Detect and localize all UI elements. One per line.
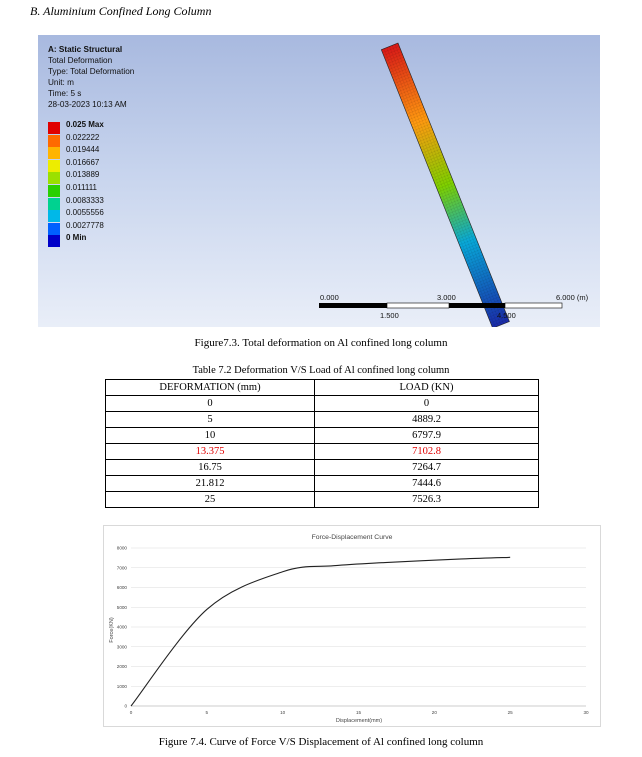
table-row bbox=[106, 396, 539, 412]
cell-deformation: 21.812 bbox=[106, 476, 315, 492]
y-tick-label: 5000 bbox=[116, 604, 127, 610]
result-time: Time: 5 s bbox=[48, 89, 82, 98]
header-deformation: DEFORMATION (mm) bbox=[106, 380, 315, 396]
figure-7-3-caption: Figure7.3. Total deformation on Al confined long column bbox=[194, 337, 448, 349]
y-tick-label: 2000 bbox=[116, 664, 127, 670]
scale-label-0: 0.000 bbox=[320, 293, 339, 302]
x-tick-label: 5 bbox=[205, 710, 209, 715]
legend-label: 0.0027778 bbox=[66, 220, 104, 230]
x-tick-label: 10 bbox=[280, 710, 286, 715]
cell-load: 6797.9 bbox=[315, 428, 539, 444]
result-type: Type: Total Deformation bbox=[48, 67, 135, 76]
scale-label-6: 6.000 (m) bbox=[556, 293, 589, 302]
chart-data-points bbox=[131, 557, 510, 706]
scale-bar bbox=[319, 303, 562, 308]
series-line-force bbox=[131, 557, 510, 706]
table-row bbox=[106, 412, 539, 428]
cell-deformation: 25 bbox=[106, 492, 315, 508]
x-tick-label: 15 bbox=[355, 710, 362, 715]
deformed-column-model bbox=[38, 35, 600, 327]
cell-deformation: 16.75 bbox=[106, 460, 315, 476]
legend-label: 0.019444 bbox=[66, 145, 100, 155]
chart-x-tick-labels bbox=[130, 710, 589, 715]
legend-label: 0 Min bbox=[66, 233, 87, 243]
y-axis-label: Force(KN) bbox=[109, 617, 115, 643]
force-displacement-chart bbox=[103, 525, 601, 727]
y-tick-label: 3000 bbox=[116, 644, 127, 650]
y-tick-label: 6000 bbox=[116, 585, 127, 591]
cell-deformation: 13.375 bbox=[106, 444, 315, 460]
legend-label: 0.013889 bbox=[66, 170, 100, 180]
column-mesh bbox=[381, 43, 509, 327]
table-row bbox=[106, 444, 539, 460]
legend-label: 0.0055556 bbox=[66, 208, 104, 218]
section-heading: B. Aluminium Confined Long Column bbox=[30, 4, 212, 18]
table-row bbox=[106, 476, 539, 492]
chart-y-tick-labels bbox=[117, 546, 128, 709]
legend-label: 0.011111 bbox=[66, 183, 97, 192]
y-tick-label: 1000 bbox=[116, 683, 127, 689]
scale-label-3: 3.000 bbox=[437, 293, 456, 302]
table-header-row bbox=[106, 380, 539, 396]
scale-label-4-5: 4.500 bbox=[497, 311, 516, 320]
cell-load: 7444.6 bbox=[315, 476, 539, 492]
figure-7-4-caption: Figure 7.4. Curve of Force V/S Displacement of Al confined long column bbox=[158, 736, 484, 748]
analysis-title: A: Static Structural bbox=[48, 45, 123, 54]
cell-load: 7264.7 bbox=[315, 460, 539, 476]
y-tick-label: 4000 bbox=[116, 624, 127, 630]
cell-load: 7526.3 bbox=[315, 492, 539, 508]
x-axis-label: Displacement(mm) bbox=[335, 718, 383, 724]
y-tick-label: 8000 bbox=[116, 545, 127, 551]
legend-label: 0.025 Max bbox=[66, 120, 104, 129]
cell-load: 7102.8 bbox=[315, 444, 539, 460]
cell-deformation: 10 bbox=[106, 428, 315, 444]
chart-title: Force-Displacement Curve bbox=[311, 534, 393, 541]
legend-label: 0.016667 bbox=[66, 157, 100, 167]
fea-deformation-figure bbox=[38, 35, 600, 327]
deformation-load-table bbox=[105, 379, 539, 508]
result-unit: Unit: m bbox=[48, 78, 74, 87]
cell-deformation: 0 bbox=[106, 396, 315, 412]
x-tick-label: 30 bbox=[583, 710, 589, 715]
y-tick-label: 7000 bbox=[116, 565, 127, 571]
legend-label: 0.0083333 bbox=[66, 195, 104, 205]
legend-label: 0.022222 bbox=[66, 132, 100, 142]
result-name: Total Deformation bbox=[48, 56, 113, 65]
x-tick-label: 25 bbox=[507, 710, 513, 715]
cell-deformation: 5 bbox=[106, 412, 315, 428]
cell-load: 4889.2 bbox=[315, 412, 539, 428]
table-row bbox=[106, 460, 539, 476]
table-row bbox=[106, 492, 539, 508]
x-tick-label: 0 bbox=[129, 710, 133, 715]
y-tick-label: 0 bbox=[124, 703, 127, 709]
header-load: LOAD (KN) bbox=[315, 380, 539, 396]
table-row bbox=[106, 428, 539, 444]
result-date: 28-03-2023 10:13 AM bbox=[48, 100, 127, 109]
table-7-2-caption: Table 7.2 Deformation V/S Load of Al confined long column bbox=[192, 365, 450, 376]
x-tick-label: 20 bbox=[431, 710, 437, 715]
scale-label-1-5: 1.500 bbox=[380, 311, 399, 320]
cell-load: 0 bbox=[315, 396, 539, 412]
